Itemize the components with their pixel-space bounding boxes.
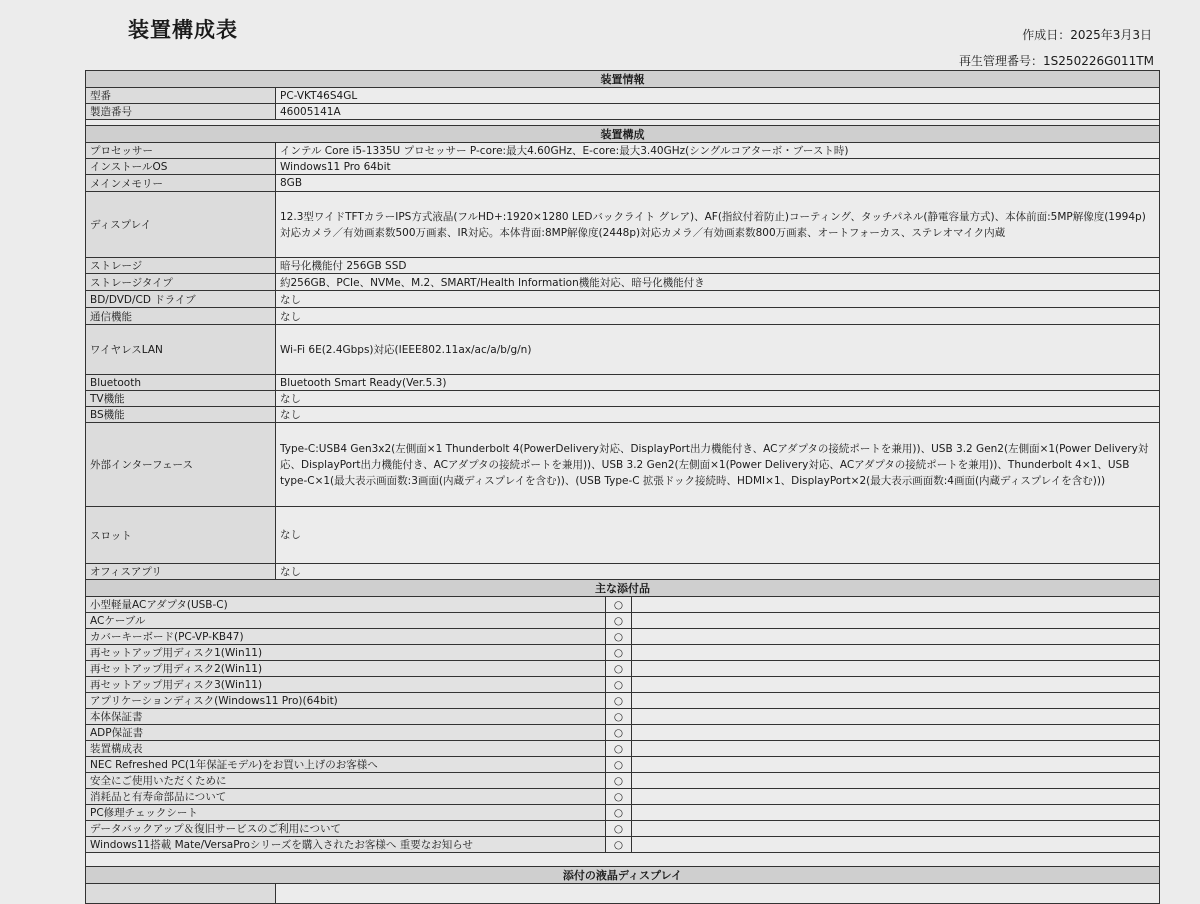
accessory-row — [86, 613, 1160, 629]
spec-row — [86, 375, 1160, 391]
spec-value: Type-C:USB4 Gen3x2(左側面×1 Thunderbolt 4(PowerDelivery対応、DisplayPort出力機能付き、ACアダプタの接続ポートを兼用))、USB 3.2 Gen2(左側面×1(Power Delivery対応、DisplayPort出力機能付き、ACアダプタの接続ポートを兼用))、USB 3.2 Gen2(左側面×1(Power Delivery対応、ACアダプタの接続ポートを兼用))、Thunderbolt 4×1、USB type-C×1(最大表示画面数:3画面(内蔵ディスプレイを含む))、(USB Type-C 拡張ドック接続時、HDMI×1、DisplayPort×2(最大表示画面数:4画面(内蔵ディスプレイを含む))) — [276, 423, 1160, 507]
accessory-name: NEC Refreshed PC(1年保証モデル)をお買い上げのお客様へ — [86, 757, 606, 773]
section-title: 装置構成 — [86, 126, 1160, 143]
spec-label: ワイヤレスLAN — [86, 325, 276, 375]
accessory-name: 再セットアップ用ディスク2(Win11) — [86, 661, 606, 677]
included-mark: ○ — [606, 645, 632, 661]
spec-row — [86, 291, 1160, 308]
spec-value: 8GB — [276, 175, 1160, 192]
accessory-note — [632, 741, 1160, 757]
accessory-name: 消耗品と有寿命部品について — [86, 789, 606, 805]
spec-row — [86, 325, 1160, 375]
accessory-note — [632, 773, 1160, 789]
accessory-name: ADP保証書 — [86, 725, 606, 741]
accessory-row — [86, 837, 1160, 853]
accessory-name: 小型軽量ACアダプタ(USB-C) — [86, 597, 606, 613]
spec-value: 12.3型ワイドTFTカラーIPS方式液晶(フルHD+:1920×1280 LEDバックライト グレア)、AF(指紋付着防止)コーティング、タッチパネル(静電容量方式)、本体前面:5MP解像度(1994p)対応カメラ／有効画素数500万画素、IR対応。本体背面:8MP解像度(2448p)対応カメラ／有効画素数800万画素、オートフォーカス、ステレオマイク内蔵 — [276, 192, 1160, 258]
spec-label: プロセッサー — [86, 143, 276, 159]
included-mark: ○ — [606, 757, 632, 773]
included-mark: ○ — [606, 597, 632, 613]
section-accessories — [86, 580, 1160, 597]
spec-value: 暗号化機能付 256GB SSD — [276, 258, 1160, 274]
accessory-row — [86, 773, 1160, 789]
accessory-row — [86, 661, 1160, 677]
spec-row — [86, 884, 1160, 904]
spec-row — [86, 104, 1160, 120]
spec-label: スロット — [86, 507, 276, 564]
included-mark: ○ — [606, 725, 632, 741]
spec-value: なし — [276, 291, 1160, 308]
accessory-note — [632, 693, 1160, 709]
spec-value: Windows11 Pro 64bit — [276, 159, 1160, 175]
spec-label: Bluetooth — [86, 375, 276, 391]
spec-label: ストレージタイプ — [86, 274, 276, 291]
included-mark: ○ — [606, 789, 632, 805]
included-mark: ○ — [606, 709, 632, 725]
accessory-note — [632, 709, 1160, 725]
spec-value: Bluetooth Smart Ready(Ver.5.3) — [276, 375, 1160, 391]
document-title: 装置構成表 — [128, 18, 238, 42]
registry-number: 再生管理番号：1S250226G011TM — [959, 54, 1154, 68]
accessory-name: PC修理チェックシート — [86, 805, 606, 821]
accessory-row — [86, 741, 1160, 757]
spec-row — [86, 175, 1160, 192]
accessory-note — [632, 677, 1160, 693]
included-mark: ○ — [606, 613, 632, 629]
spec-value: 約256GB、PCIe、NVMe、M.2、SMART/Health Information機能対応、暗号化機能付き — [276, 274, 1160, 291]
included-mark: ○ — [606, 741, 632, 757]
spec-row — [86, 88, 1160, 104]
section-title: 主な添付品 — [86, 580, 1160, 597]
spec-value: 46005141A — [276, 104, 1160, 120]
spec-label: BD/DVD/CD ドライブ — [86, 291, 276, 308]
spec-row — [86, 192, 1160, 258]
included-mark: ○ — [606, 821, 632, 837]
accessory-row — [86, 693, 1160, 709]
included-mark: ○ — [606, 773, 632, 789]
accessory-note — [632, 629, 1160, 645]
spec-label: ストレージ — [86, 258, 276, 274]
spec-value: なし — [276, 308, 1160, 325]
accessory-row — [86, 597, 1160, 613]
spec-row — [86, 564, 1160, 580]
accessory-note — [632, 757, 1160, 773]
accessory-note — [632, 645, 1160, 661]
spec-row — [86, 391, 1160, 407]
spec-value: Wi-Fi 6E(2.4Gbps)対応(IEEE802.11ax/ac/a/b/g/n) — [276, 325, 1160, 375]
included-mark: ○ — [606, 805, 632, 821]
accessory-name: 再セットアップ用ディスク1(Win11) — [86, 645, 606, 661]
accessory-row — [86, 789, 1160, 805]
accessory-note — [632, 597, 1160, 613]
accessory-name: カバーキーボード(PC-VP-KB47) — [86, 629, 606, 645]
spec-row — [86, 258, 1160, 274]
spec-row — [86, 159, 1160, 175]
accessory-name: 再セットアップ用ディスク3(Win11) — [86, 677, 606, 693]
accessory-row — [86, 757, 1160, 773]
spec-value: なし — [276, 391, 1160, 407]
accessory-note — [632, 613, 1160, 629]
section-title: 装置情報 — [86, 71, 1160, 88]
spec-label: ディスプレイ — [86, 192, 276, 258]
spec-label: 通信機能 — [86, 308, 276, 325]
created-date: 作成日：2025年3月3日 — [1022, 28, 1152, 42]
accessory-note — [632, 661, 1160, 677]
spec-label: 製造番号 — [86, 104, 276, 120]
spec-value: なし — [276, 407, 1160, 423]
accessory-row — [86, 709, 1160, 725]
included-mark: ○ — [606, 837, 632, 853]
spec-label: オフィスアプリ — [86, 564, 276, 580]
accessory-row — [86, 677, 1160, 693]
spec-label: BS機能 — [86, 407, 276, 423]
accessory-name: データバックアップ＆復旧サービスのご利用について — [86, 821, 606, 837]
included-mark: ○ — [606, 661, 632, 677]
spec-label: メインメモリー — [86, 175, 276, 192]
spacer — [86, 853, 1160, 867]
accessory-note — [632, 805, 1160, 821]
accessory-note — [632, 837, 1160, 853]
accessory-row — [86, 645, 1160, 661]
spec-value: なし — [276, 507, 1160, 564]
included-mark: ○ — [606, 693, 632, 709]
section-device-config — [86, 126, 1160, 143]
accessory-note — [632, 821, 1160, 837]
spec-table — [85, 70, 1160, 904]
spec-value: なし — [276, 564, 1160, 580]
spec-row — [86, 407, 1160, 423]
accessory-row — [86, 725, 1160, 741]
accessory-name: 装置構成表 — [86, 741, 606, 757]
section-device-info — [86, 71, 1160, 88]
spec-label: TV機能 — [86, 391, 276, 407]
accessory-name: アプリケーションディスク(Windows11 Pro)(64bit) — [86, 693, 606, 709]
accessory-note — [632, 725, 1160, 741]
spec-label: 型番 — [86, 88, 276, 104]
spec-value: インテル Core i5-1335U プロセッサー P-core:最大4.60GHz、E-core:最大3.40GHz(シングルコアターボ・ブースト時) — [276, 143, 1160, 159]
accessory-row — [86, 629, 1160, 645]
section-title: 添付の液晶ディスプレイ — [86, 867, 1160, 884]
included-mark: ○ — [606, 629, 632, 645]
accessory-name: 本体保証書 — [86, 709, 606, 725]
spec-row — [86, 143, 1160, 159]
spec-label: 外部インターフェース — [86, 423, 276, 507]
included-mark: ○ — [606, 677, 632, 693]
spec-row — [86, 308, 1160, 325]
accessory-row — [86, 821, 1160, 837]
accessory-note — [632, 789, 1160, 805]
spec-label: インストールOS — [86, 159, 276, 175]
spec-row — [86, 507, 1160, 564]
spec-row — [86, 274, 1160, 291]
spec-value: PC-VKT46S4GL — [276, 88, 1160, 104]
accessory-name: Windows11搭載 Mate/VersaProシリーズを購入されたお客様へ 重要なお知らせ — [86, 837, 606, 853]
section-lcd-display — [86, 867, 1160, 884]
accessory-row — [86, 805, 1160, 821]
accessory-name: ACケーブル — [86, 613, 606, 629]
spec-row — [86, 423, 1160, 507]
accessory-name: 安全にご使用いただくために — [86, 773, 606, 789]
